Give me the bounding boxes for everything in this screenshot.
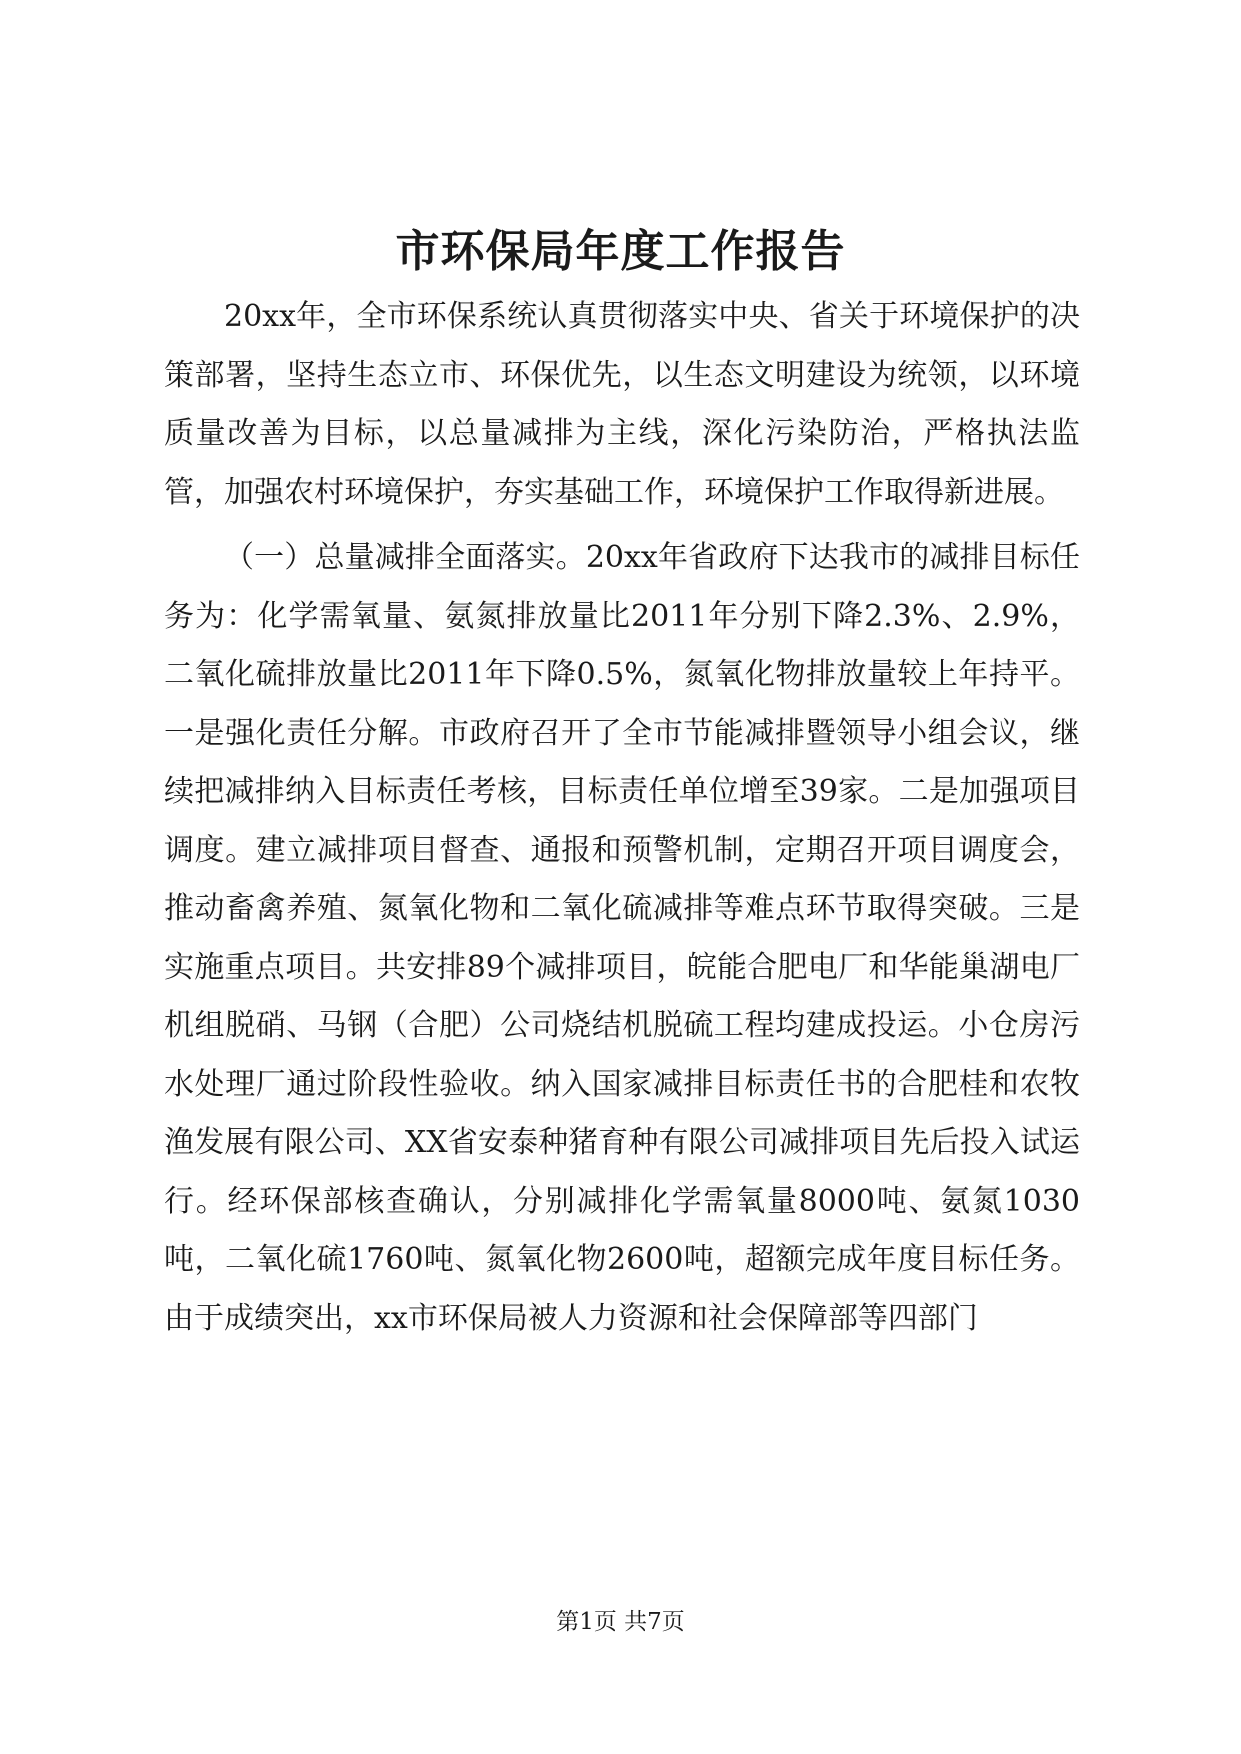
page-number: 第1页 共7页	[556, 1609, 685, 1635]
document-body	[164, 288, 1080, 1348]
paragraph-intro: 20xx年，全市环保系统认真贯彻落实中央、省关于环境保护的决策部署，坚持生态立市、环保优先，以生态文明建设为统领，以环境质量改善为目标，以总量减排为主线，深化污染防治，严格执法监管，加强农村环境保护，夯实基础工作，环境保护工作取得新进展。	[164, 299, 1080, 510]
paragraph-emission-reduction: （一）总量减排全面落实。20xx年省政府下达我市的减排目标任务为：化学需氧量、氨氮排放量比2011年分别下降2.3%、2.9%，二氧化硫排放量比2011年下降0.5%，氮氧化物排放量较上年持平。一是强化责任分解。市政府召开了全市节能减排暨领导小组会议，继续把减排纳入目标责任考核，目标责任单位增至39家。二是加强项目调度。建立减排项目督查、通报和预警机制，定期召开项目调度会，推动畜禽养殖、氮氧化物和二氧化硫减排等难点环节取得突破。三是实施重点项目。共安排89个减排项目，皖能合肥电厂和华能巢湖电厂机组脱硝、马钢（合肥）公司烧结机脱硫工程均建成投运。小仓房污水处理厂通过阶段性验收。纳入国家减排目标责任书的合肥桂和农牧渔发展有限公司、XX省安泰种猪育种有限公司减排项目先后投入试运行。经环保部核查确认，分别减排化学需氧量8000吨、氨氮1030吨，二氧化硫1760吨、氮氧化物2600吨，超额完成年度目标任务。由于成绩突出，xx市环保局被人力资源和社会保障部等四部门	[164, 540, 1080, 1336]
document-title: 市环保局年度工作报告	[395, 226, 846, 277]
